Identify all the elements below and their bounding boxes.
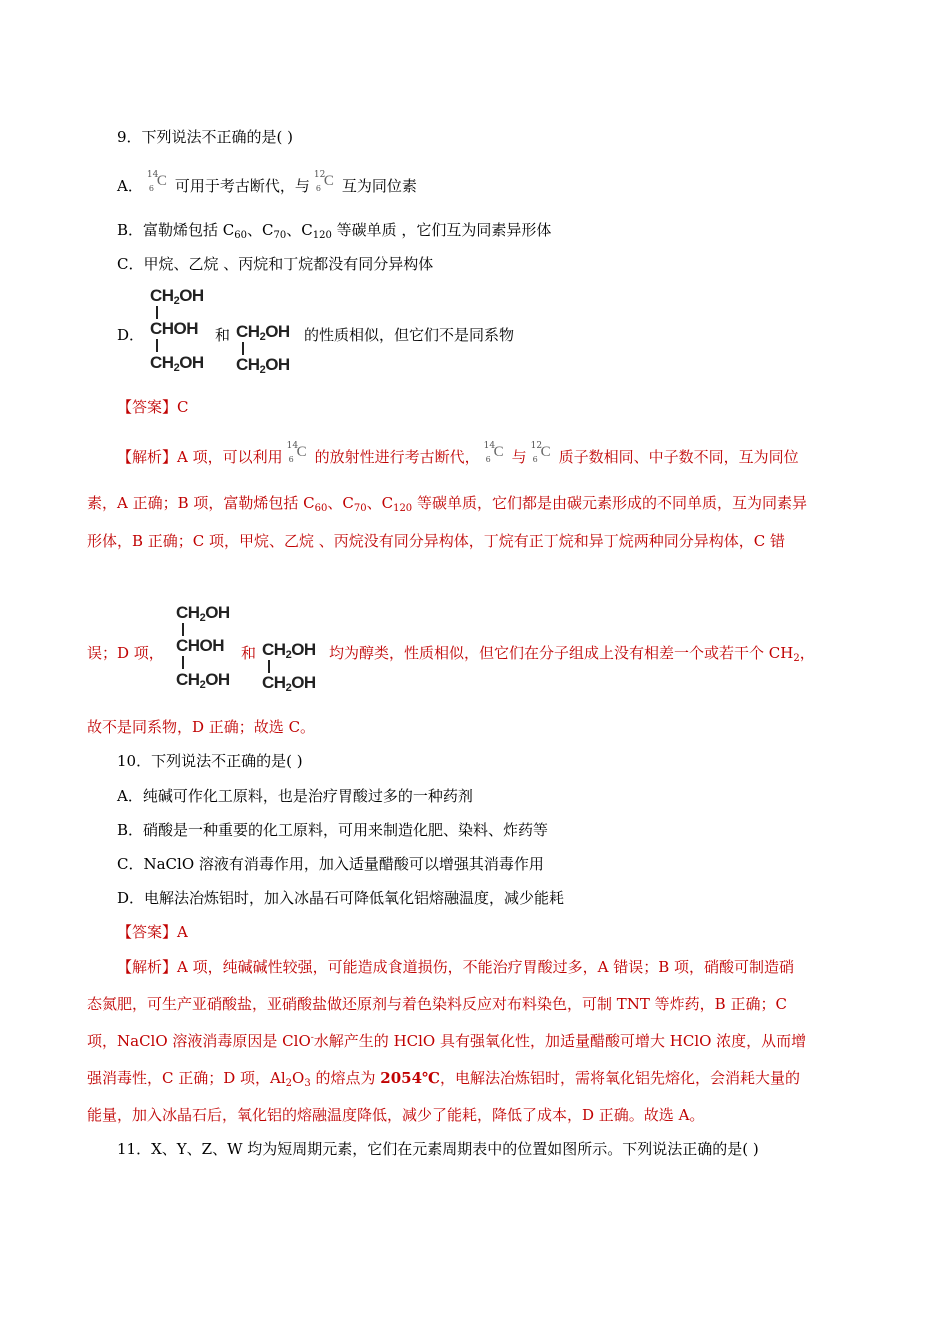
glycerol-structure: $CH_2OH$ CHOH $CH_2OH$ [176, 603, 230, 691]
ethylene-glycol-structure: $CH_2OH$ $CH_2OH$ [262, 640, 316, 694]
carbon14-nuclide: 14 6 C [146, 170, 167, 193]
carbon14-nuclide: 14 6 C [286, 441, 307, 464]
q10-explanation-line5: 能量，加入冰晶石后，氧化铝的熔融温度降低，减少了能耗，降低了成本，D 正确。故选 A。 [87, 1106, 705, 1124]
q9-option-c: C．甲烷、乙烷 、丙烷和丁烷都没有同分异构体 [117, 255, 434, 273]
q9-explanation-and: 和 [241, 644, 257, 662]
carbon14-nuclide: 14 6 C [483, 441, 504, 464]
q9-option-b: B．富勒烯包括 $C_{60}$、$C_{70}$、$C_{120}$ 等碳单质 ，它们互为同素异形体 [117, 221, 552, 241]
q10-option-b: B．硝酸是一种重要的化工原料，可用来制造化肥、染料、炸药等 [117, 821, 549, 839]
ethylene-glycol-structure: $CH_2OH$ $CH_2OH$ [236, 322, 290, 376]
q9-explanation-line1: 【解析】A 项，可以利用 14 6 C 的放射性进行考古断代， 14 6 C 与 12 6 C 质子数相同、中子数不同，互为同位 [117, 441, 799, 466]
q9-answer: 【答案】C [117, 398, 189, 416]
q9-explanation-line3: 形体，B 正确；C 项，甲烷、乙烷 、丙烷没有同分异构体，丁烷有正丁烷和异丁烷两种同分异构体，C 错 [87, 532, 786, 550]
q9-option-d-and: 和 [215, 326, 231, 344]
q10-explanation-line2: 态氮肥，可生产亚硝酸盐，亚硝酸盐做还原剂与着色染料反应对布料染色，可制 TNT 等炸药，B 正确；C [87, 995, 787, 1013]
q10-option-c: C．NaClO 溶液有消毒作用，加入适量醋酸可以增强其消毒作用 [117, 855, 544, 873]
q9-explanation-line4-text: 均为醇类，性质相似，但它们在分子组成上没有相差一个或若干个 $CH_2$， [329, 644, 815, 664]
q10-explanation-line1: 【解析】A 项，纯碱碱性较强，可能造成食道损伤，不能治疗胃酸过多，A 错误；B 项，硝酸可制造硝 [117, 958, 795, 976]
glycerol-structure: $CH_2OH$ CHOH $CH_2OH$ [150, 286, 204, 374]
q9-option-a: A． 14 6 C 可用于考古断代，与 12 6 C 互为同位素 [117, 170, 417, 195]
q9-option-d-prefix: D． [117, 326, 145, 344]
q9-explanation-line2: 素，A 正确；B 项，富勒烯包括 $C_{60}$、$C_{70}$、$C_{120}$ 等碳单质，它们都是由碳元素形成的不同单质，互为同素异 [87, 494, 807, 514]
q10-explanation-line3: 项，NaClO 溶液消毒原因是 ClO-水解产生的 HClO 具有强氧化性，加适量醋酸可增大 HClO 浓度，从而增 [87, 1032, 807, 1050]
q10-stem: 10．下列说法不正确的是( ) [117, 752, 303, 770]
q10-option-d: D．电解法冶炼铝时，加入冰晶石可降低氧化铝熔融温度，减少能耗 [117, 889, 565, 907]
q10-option-a: A．纯碱可作化工原料，也是治疗胃酸过多的一种药剂 [117, 787, 473, 805]
q11-stem: 11．X、Y、Z、W 均为短周期元素，它们在元素周期表中的位置如图所示。下列说法正确的是( ) [117, 1140, 759, 1158]
q9-explanation-line5: 故不是同系物，D 正确；故选 C。 [87, 718, 316, 736]
q9-explanation-line4-prefix: 误；D 项， [87, 644, 164, 662]
carbon12-nuclide: 12 6 C [313, 170, 334, 193]
q10-answer: 【答案】A [117, 923, 188, 941]
carbon12-nuclide: 12 6 C [530, 441, 551, 464]
q9-option-d-text: 的性质相似，但它们不是同系物 [304, 326, 515, 344]
q9-stem: 9．下列说法不正确的是( ) [117, 128, 294, 146]
q10-explanation-line4: 强消毒性，C 正确；D 项，$Al_2O_3$ 的熔点为 2054℃，电解法冶炼铝时，需将氧化铝先熔化，会消耗大量的 [87, 1069, 801, 1089]
